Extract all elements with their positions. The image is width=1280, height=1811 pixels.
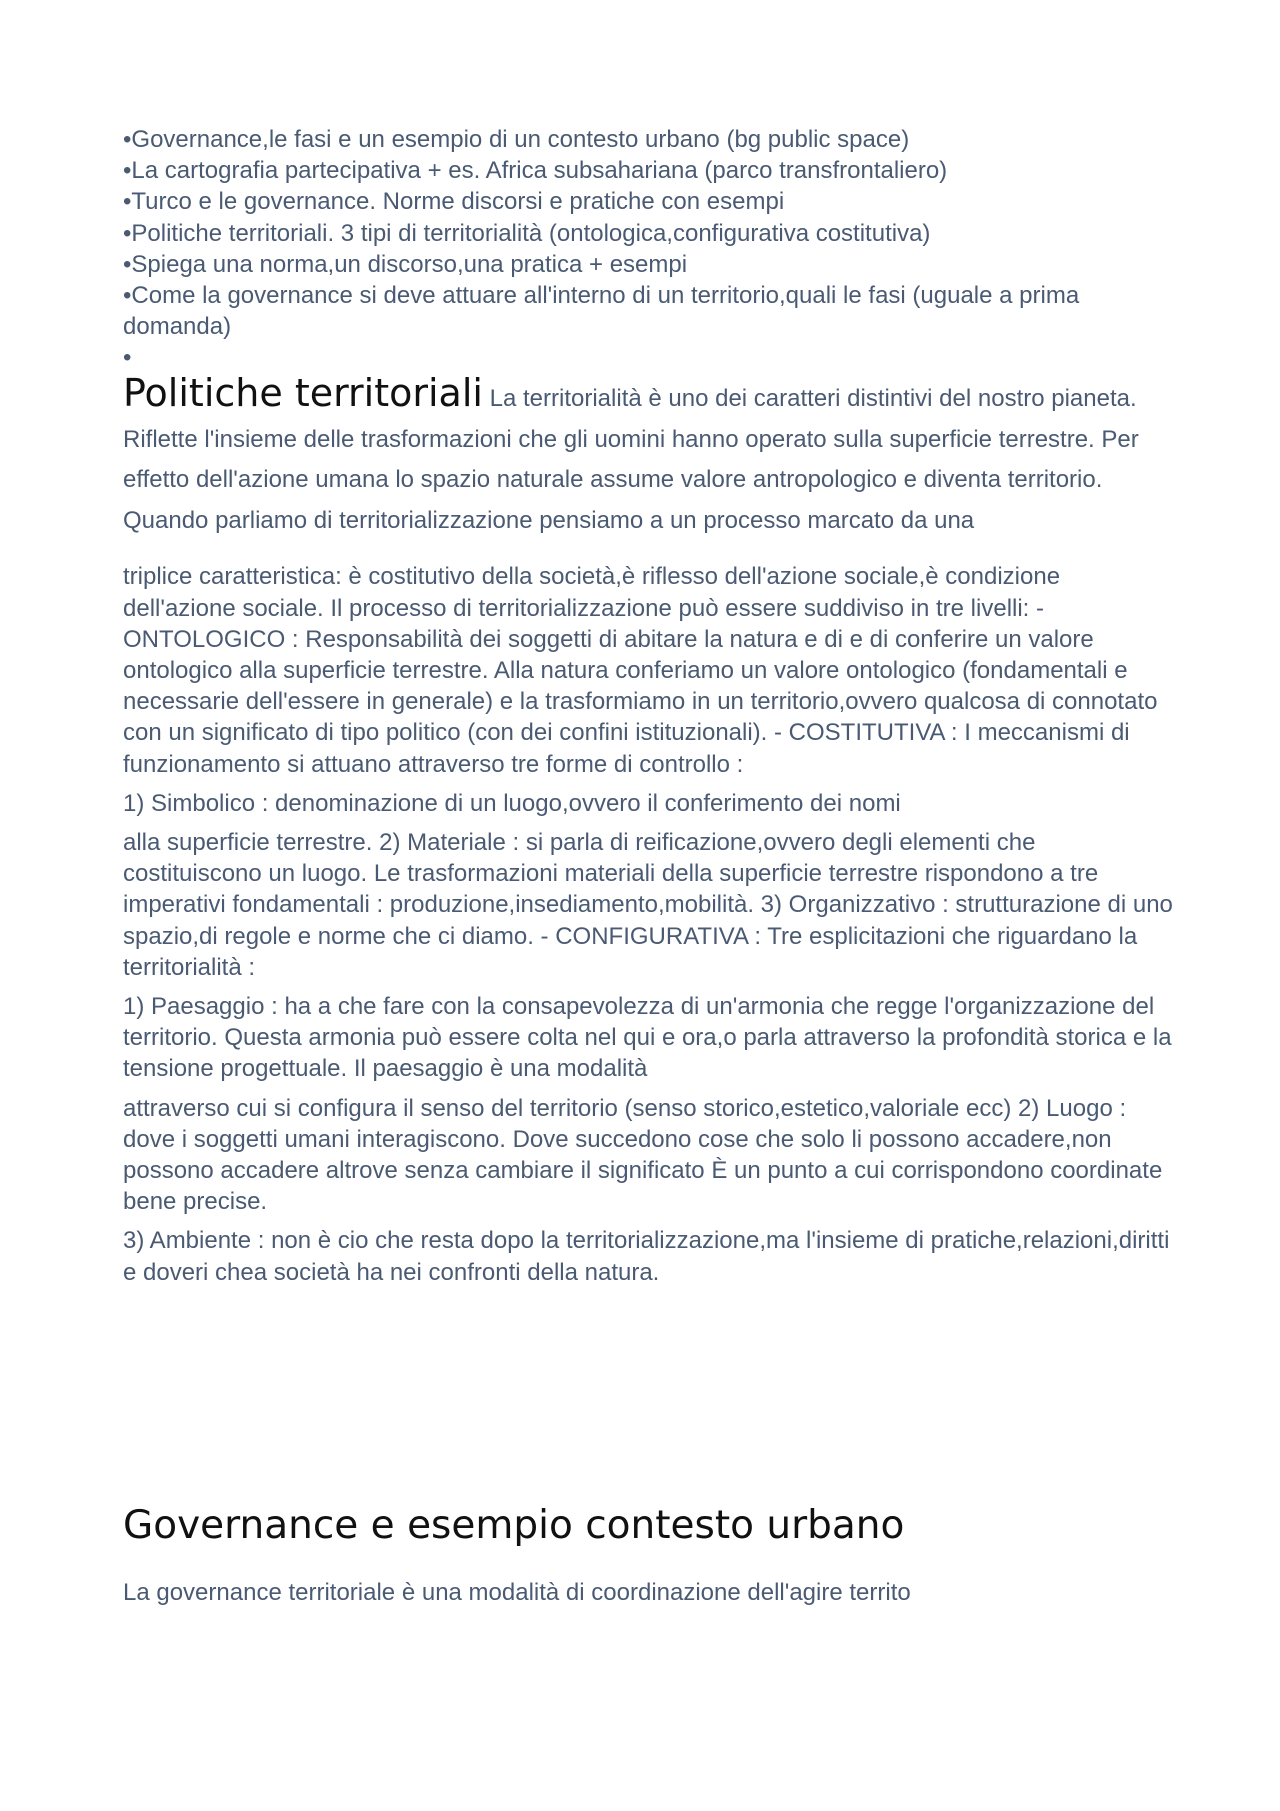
question-item: • Come la governance si deve attuare all'interno di un territorio,quali le fasi (uguale a prima domanda) xyxy=(123,280,1173,342)
paragraph-simbolico: 1) Simbolico : denominazione di un luogo,ovvero il conferimento dei nomi xyxy=(123,789,901,817)
paragraph-territorializzazione: triplice caratteristica: è costitutivo della società,è riflesso dell'azione sociale,è condizione dell'azione sociale. Il processo di territorializzazione può essere suddiviso in tre livelli: - ONTOLOGICO : Responsabilità dei soggetti di abitare la natura e di e di conferire un valore ontologico alla superficie terrestre. Alla natura conferiamo un valore ontologico (fondamentali e necessarie dell'essere in generale) e la trasformiamo in un territorio,ovvero qualcosa di connotato con un significato di tipo politico (con dei confini istituzionali). - COSTITUTIVA : I meccanismi di funzionamento si attuano attraverso tre forme di controllo : xyxy=(123,563,1158,778)
paragraph-paesaggio: 1) Paesaggio : ha a che fare con la consapevolezza di un'armonia che regge l'organizzazione del territorio. Questa armonia può essere colta nel qui e ora,o parla attraverso la profondità storica e la tensione progettuale. Il paesaggio è una modalità xyxy=(123,993,1172,1083)
question-list xyxy=(123,124,1173,342)
question-item: • Spiega una norma,un discorso,una pratica + esempi xyxy=(123,249,1173,280)
intro-text: La territorialità è uno dei caratteri distintivi del nostro pianeta. Riflette l'insieme delle trasformazioni che gli uomini hanno operato sulla superficie terrestre. Per effetto dell'azione umana lo spazio naturale assume valore antropologico e diventa territorio. Quando parliamo di territorializzazione pensiamo a un processo marcato da una xyxy=(123,385,1139,534)
question-item: • Politiche territoriali. 3 tipi di territorialità (ontologica,configurativa costitutiva) xyxy=(123,218,1173,249)
section-heading-governance: Governance e esempio contesto urbano xyxy=(123,1502,905,1548)
empty-bullet: • xyxy=(123,344,132,372)
document-page xyxy=(123,124,1173,1608)
paragraph-ambiente: 3) Ambiente : non è cio che resta dopo la territorializzazione,ma l'insieme di pratiche,relazioni,diritti e doveri chea società ha nei confronti della natura. xyxy=(123,1227,1170,1286)
question-item: • Governance,le fasi e un esempio di un contesto urbano (bg public space) xyxy=(123,124,1173,155)
section-politiche-intro xyxy=(123,373,1173,541)
paragraph-luogo: attraverso cui si configura il senso del territorio (senso storico,estetico,valoriale ecc) 2) Luogo : dove i soggetti umani interagiscono. Dove succedono cose che solo li possono accadere,non possono accadere altrove senza cambiare il significato È un punto a cui corrispondono coordinate bene precise. xyxy=(123,1094,1163,1216)
question-item: • La cartografia partecipativa + es. Africa subsahariana (parco transfrontaliero) xyxy=(123,155,1173,186)
question-item: • Turco e le governance. Norme discorsi e pratiche con esempi xyxy=(123,186,1173,217)
section-heading-politiche: Politiche territoriali xyxy=(123,371,483,416)
paragraph-materiale: alla superficie terrestre. 2) Materiale : si parla di reificazione,ovvero degli elementi che costituiscono un luogo. Le trasformazioni materiali della superficie terrestre rispondono a tre imperativi fondamentali : produzione,insediamento,mobilità. 3) Organizzativo : strutturazione di uno spazio,di regole e norme che ci diamo. - CONFIGURATIVA : Tre esplicitazioni che riguardano la territorialità : xyxy=(123,829,1173,981)
paragraph-governance: La governance territoriale è una modalità di coordinazione dell'agire territo xyxy=(123,1578,911,1606)
